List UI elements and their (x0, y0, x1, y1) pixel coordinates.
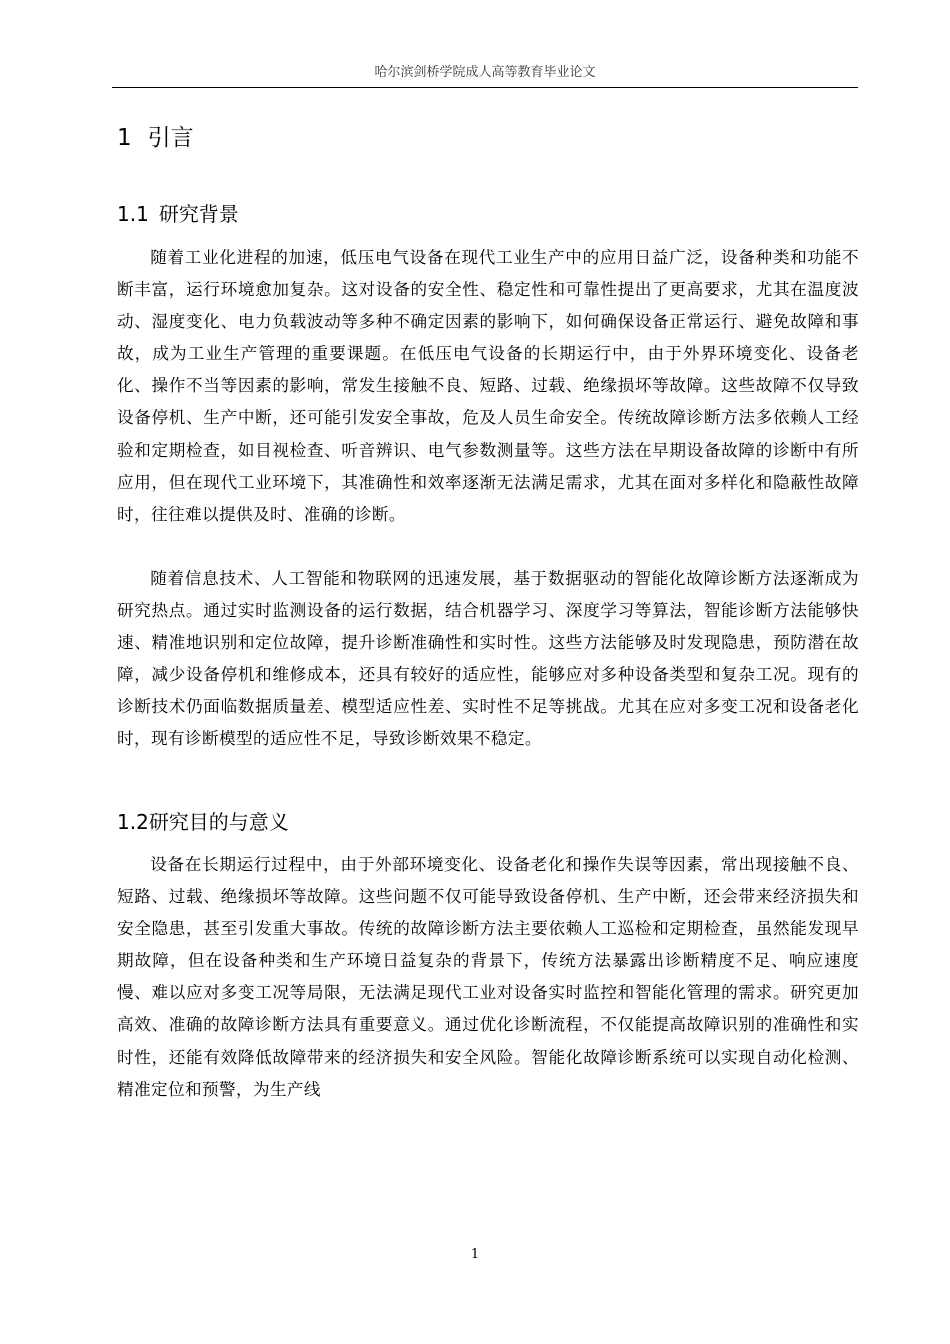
section-number: 1.2 (117, 810, 149, 834)
header-rule (112, 87, 858, 88)
chapter-number: 1 (117, 125, 132, 151)
section-number: 1.1 (117, 202, 149, 226)
chapter-title: 引言 (147, 125, 194, 151)
paragraph: 随着工业化进程的加速，低压电气设备在现代工业生产中的应用日益广泛，设备种类和功能不断丰富，运行环境愈加复杂。这对设备的安全性、稳定性和可靠性提出了更高要求，尤其在温度波动、湿度变化、电力负载波动等多种不确定因素的影响下，如何确保设备正常运行、避免故障和事故，成为工业生产管理的重要课题。在低压电气设备的长期运行中，由于外界环境变化、设备老化、操作不当等因素的影响，常发生接触不良、短路、过载、绝缘损坏等故障。这些故障不仅导致设备停机、生产中断，还可能引发安全事故，危及人员生命安全。传统故障诊断方法多依赖人工经验和定期检查，如目视检查、听音辨识、电气参数测量等。这些方法在早期设备故障的诊断中有所应用，但在现代工业环境下，其准确性和效率逐渐无法满足需求，尤其在面对多样化和隐蔽性故障时，往往难以提供及时、准确的诊断。 (117, 248, 859, 524)
section-title: 研究背景 (158, 202, 239, 226)
section-heading-1-1 (117, 200, 239, 228)
page-header: 哈尔滨剑桥学院成人高等教育毕业论文 (374, 65, 596, 80)
section-heading-1-2 (117, 808, 289, 836)
paragraph: 设备在长期运行过程中，由于外部环境变化、设备老化和操作失误等因素，常出现接触不良、短路、过载、绝缘损坏等故障。这些问题不仅可能导致设备停机、生产中断，还会带来经济损失和安全隐患，甚至引发重大事故。传统的故障诊断方法主要依赖人工巡检和定期检查，虽然能发现早期故障，但在设备种类和生产环境日益复杂的背景下，传统方法暴露出诊断精度不足、响应速度慢、难以应对多变工况等局限，无法满足现代工业对设备实时监控和智能化管理的需求。研究更加高效、准确的故障诊断方法具有重要意义。通过优化诊断流程，不仅能提高故障识别的准确性和实时性，还能有效降低故障带来的经济损失和安全风险。智能化故障诊断系统可以实现自动化检测、精准定位和预警，为生产线 (117, 855, 859, 1099)
chapter-heading (117, 122, 194, 154)
paragraph: 随着信息技术、人工智能和物联网的迅速发展，基于数据驱动的智能化故障诊断方法逐渐成为研究热点。通过实时监测设备的运行数据，结合机器学习、深度学习等算法，智能诊断方法能够快速、精准地识别和定位故障，提升诊断准确性和实时性。这些方法能够及时发现隐患，预防潜在故障，减少设备停机和维修成本，还具有较好的适应性，能够应对多种设备类型和复杂工况。现有的诊断技术仍面临数据质量差、模型适应性差、实时性不足等挑战。尤其在应对多变工况和设备老化时，现有诊断模型的适应性不足，导致诊断效果不稳定。 (117, 569, 859, 749)
section-title: 研究目的与意义 (148, 810, 289, 834)
page-number: 1 (470, 1247, 480, 1262)
